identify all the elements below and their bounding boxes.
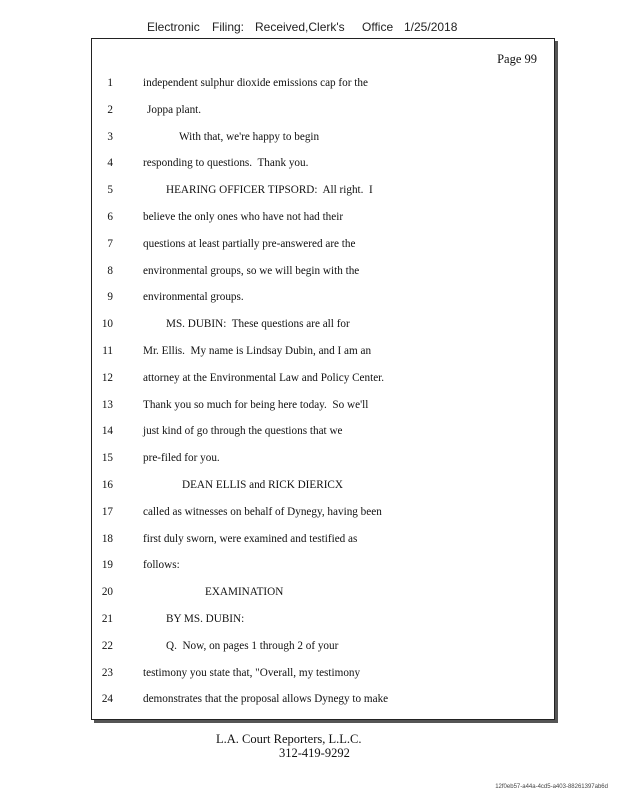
transcript-line xyxy=(92,182,554,198)
line-text: MS. DUBIN: These questions are all for xyxy=(166,318,350,331)
line-number: 20 xyxy=(101,586,113,599)
line-text: questions at least partially pre-answered are the xyxy=(143,237,356,250)
transcript-line xyxy=(92,691,554,707)
line-text: pre-filed for you. xyxy=(143,452,220,465)
document-id: 12f0eb57-a44a-4cd5-a403-88261397ab6d xyxy=(495,784,608,790)
line-number: 23 xyxy=(101,666,113,679)
line-text: attorney at the Environmental Law and Policy Center. xyxy=(143,371,385,384)
transcript-line xyxy=(92,155,554,171)
court-reporter-phone: 312-419-9292 xyxy=(279,746,350,760)
transcript-line xyxy=(92,289,554,305)
line-text: called as witnesses on behalf of Dynegy, having been xyxy=(143,505,382,518)
line-number: 10 xyxy=(101,318,113,331)
filing-header-word-office: Office xyxy=(362,20,394,34)
line-number: 11 xyxy=(102,345,113,357)
transcript-line xyxy=(92,450,554,466)
line-number: 9 xyxy=(107,291,113,304)
line-number: 3 xyxy=(107,130,113,143)
line-text: independent sulphur dioxide emissions cap for the xyxy=(143,77,368,89)
transcript-page xyxy=(91,38,555,720)
transcript-line xyxy=(92,504,554,520)
line-number: 16 xyxy=(101,479,113,491)
line-text: first duly sworn, were examined and testified as xyxy=(143,532,358,545)
line-number: 22 xyxy=(101,639,113,652)
line-text: just kind of go through the questions that we xyxy=(143,425,343,438)
transcript-line xyxy=(92,638,554,654)
line-number: 5 xyxy=(107,184,113,197)
line-number: 4 xyxy=(107,157,113,170)
line-number: 8 xyxy=(107,264,113,277)
transcript-line xyxy=(92,75,554,91)
line-text: Thank you so much for being here today. So we'll xyxy=(143,398,369,411)
transcript-line xyxy=(92,343,554,359)
line-number: 19 xyxy=(101,559,113,572)
line-number: 1 xyxy=(107,77,113,89)
filing-header-word-electronic: Electronic xyxy=(147,20,200,34)
transcript-line xyxy=(92,129,554,145)
line-text: environmental groups, so we will begin with the xyxy=(143,264,360,277)
line-number: 2 xyxy=(107,103,113,116)
transcript-line xyxy=(92,557,554,573)
transcript-line xyxy=(92,263,554,279)
filing-header-word-filing: Filing: xyxy=(212,20,245,34)
line-number: 18 xyxy=(101,532,113,545)
line-text: believe the only ones who have not had their xyxy=(143,211,344,223)
transcript-line xyxy=(92,423,554,439)
line-text: demonstrates that the proposal allows Dynegy to make xyxy=(143,693,389,706)
page-number: Page 99 xyxy=(497,52,537,66)
transcript-line xyxy=(92,665,554,681)
line-text: environmental groups. xyxy=(143,291,244,304)
line-text: Q. Now, on pages 1 through 2 of your xyxy=(166,639,339,652)
line-text: HEARING OFFICER TIPSORD: All right. I xyxy=(166,184,373,197)
transcript-line xyxy=(92,316,554,332)
transcript-line xyxy=(92,370,554,386)
line-number: 24 xyxy=(101,693,113,706)
transcript-line xyxy=(92,102,554,118)
transcript-line xyxy=(92,531,554,547)
line-text: responding to questions. Thank you. xyxy=(143,157,309,170)
line-number: 7 xyxy=(107,237,113,250)
filing-header-word-received: Received,Clerk's xyxy=(255,20,345,34)
line-number: 12 xyxy=(101,371,113,384)
court-reporter-name: L.A. Court Reporters, L.L.C. xyxy=(216,732,362,746)
transcript-line xyxy=(92,584,554,600)
transcript-line xyxy=(92,477,554,493)
line-number: 14 xyxy=(101,425,113,438)
line-text: Joppa plant. xyxy=(147,103,202,116)
transcript-line xyxy=(92,397,554,413)
line-number: 6 xyxy=(107,211,113,223)
line-number: 15 xyxy=(101,452,113,465)
line-text: With that, we're happy to begin xyxy=(179,130,320,143)
line-text: DEAN ELLIS and RICK DIERICX xyxy=(182,479,343,491)
line-text: BY MS. DUBIN: xyxy=(166,613,245,625)
line-number: 13 xyxy=(101,398,113,411)
line-number: 17 xyxy=(101,505,113,518)
transcript-line xyxy=(92,209,554,225)
line-text: testimony you state that, "Overall, my testimony xyxy=(143,666,361,679)
transcript-line xyxy=(92,611,554,627)
line-text: Mr. Ellis. My name is Lindsay Dubin, and I am an xyxy=(143,345,372,357)
line-number: 21 xyxy=(101,613,113,625)
line-text: EXAMINATION xyxy=(205,586,284,599)
filing-header-date: 1/25/2018 xyxy=(404,20,458,34)
transcript-line xyxy=(92,236,554,252)
line-text: follows: xyxy=(143,559,180,572)
